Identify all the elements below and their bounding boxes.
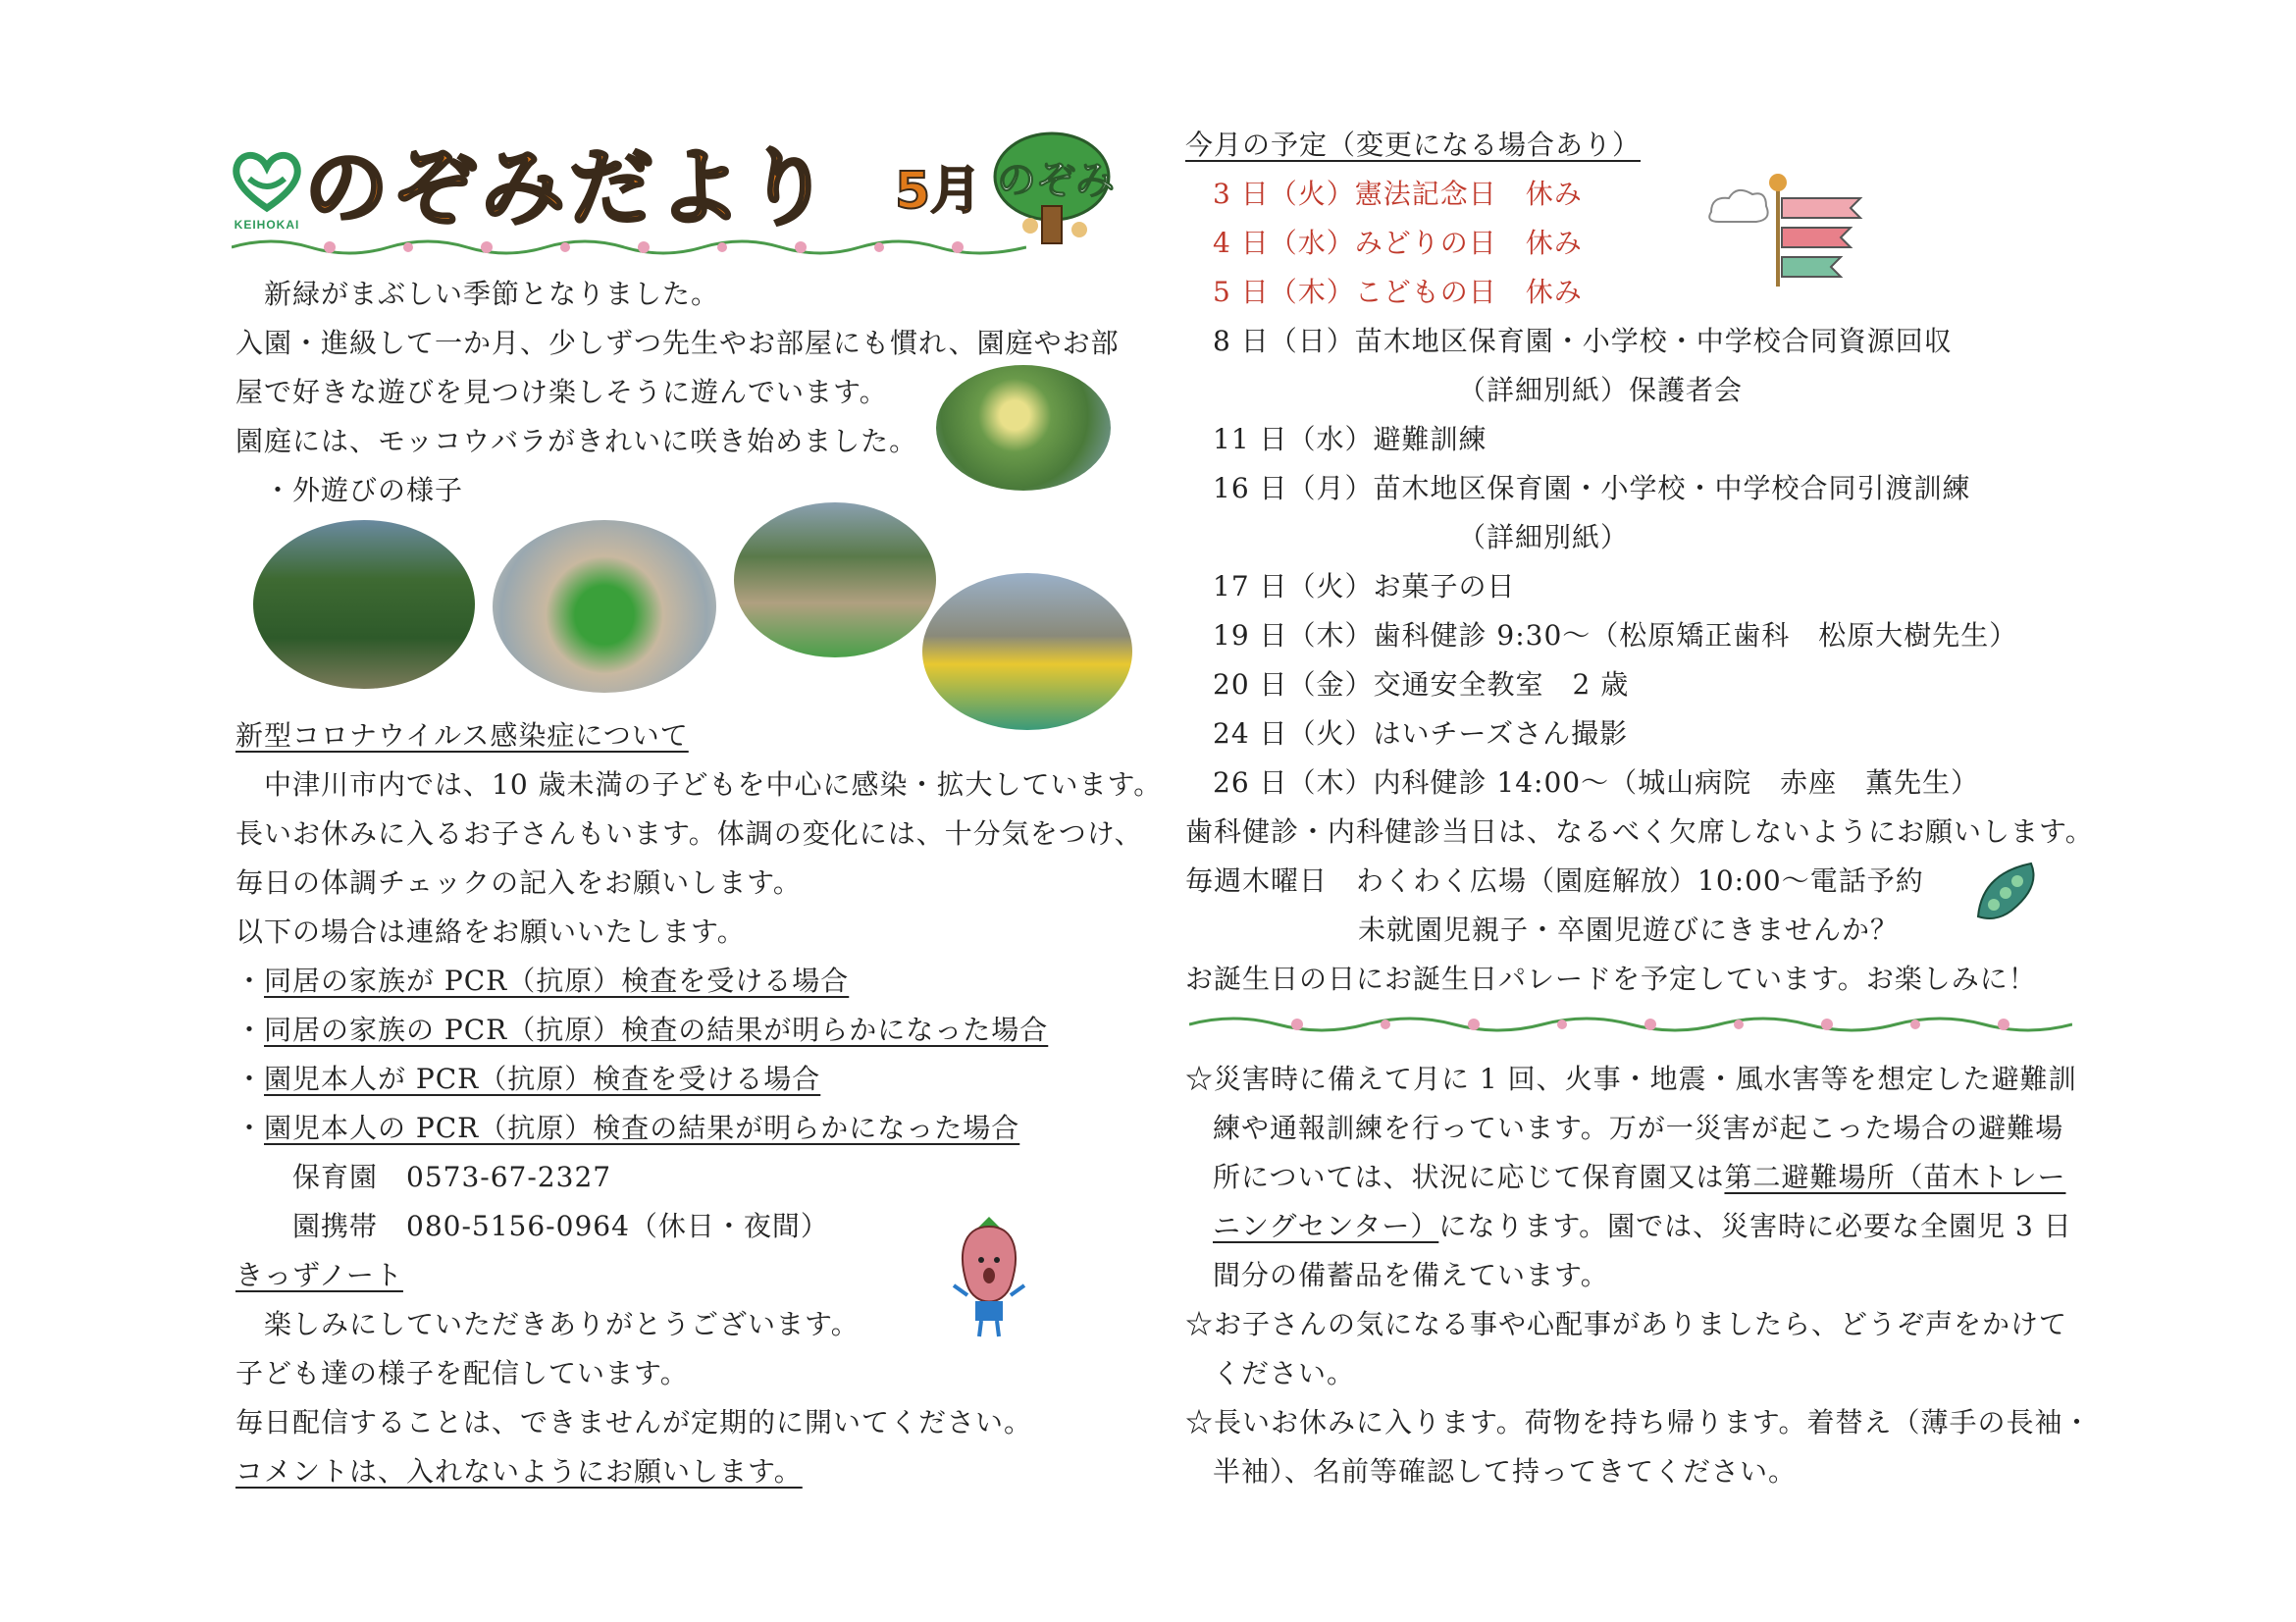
note-line: お誕生日の日にお誕生日パレードを予定しています。お楽しみに！ [1185, 963, 2037, 995]
event-line: 19 日（木）歯科健診 9:30〜（松原矯正歯科 松原大樹先生） [1213, 619, 2018, 652]
event-line: 16 日（月）苗木地区保育園・小学校・中学校合同引渡訓練 [1213, 472, 1971, 504]
star1-line [1213, 1207, 2072, 1246]
holiday-line: 5 日（木）こどもの日 休み [1213, 276, 1583, 308]
star1-text: 所については、状況に応じて保育園又は [1213, 1161, 1725, 1193]
intro-line-5: ・外遊びの様子 [235, 474, 464, 506]
case-text: 同居の家族の PCR（抗原）検査の結果が明らかになった場合 [264, 1014, 1049, 1046]
holiday-line: 3 日（火）憲法記念日 休み [1213, 178, 1583, 210]
koinobori-icon [1703, 173, 1880, 290]
star3-line: ☆長いお休みに入ります。荷物を持ち帰ります。着替え（薄手の長袖・ [1185, 1406, 2092, 1439]
tree-illustration [991, 130, 1119, 247]
strawberry-character-icon [948, 1217, 1030, 1338]
intro-line-3: 屋で好きな遊びを見つけ楽しそうに遊んでいます。 [235, 376, 888, 408]
intro-line-2: 入園・進級して一か月、少しずつ先生やお部屋にも慣れ、園庭やお部 [235, 327, 1120, 359]
vine-divider-right [1189, 1013, 2072, 1036]
second-evac-site: 第二避難場所（苗木トレー [1724, 1161, 2066, 1193]
note-line: 毎週木曜日 わくわく広場（園庭解放）10:00〜電話予約 [1185, 864, 1924, 897]
corona-line-4: 以下の場合は連絡をお願いいたします。 [235, 916, 746, 948]
peapod-illustration [1972, 858, 2047, 924]
event-line: 24 日（火）はいチーズさん撮影 [1213, 717, 1629, 750]
second-evac-site-cont: ニングセンター） [1213, 1210, 1439, 1242]
star1-line: 間分の備蓄品を備えています。 [1213, 1259, 1609, 1291]
keihokai-logo [228, 149, 306, 234]
vine-divider-top [232, 235, 1026, 259]
kids-line-2: 子ども達の様子を配信しています。 [235, 1357, 689, 1389]
corona-heading: 新型コロナウイルス感染症について [235, 719, 689, 752]
event-line: 8 日（日）苗木地区保育園・小学校・中学校合同資源回収 [1213, 325, 1953, 357]
event-line: 11 日（水）避難訓練 [1213, 423, 1487, 455]
contact-mobile: 園携帯 080-5156-0964（休日・夜間） [292, 1210, 829, 1242]
koinobori-illustration [1703, 173, 1880, 290]
case-text: 園児本人が PCR（抗原）検査を受ける場合 [264, 1063, 821, 1095]
photo-mokkoubara [936, 365, 1111, 491]
case-text: 園児本人の PCR（抗原）検査の結果が明らかになった場合 [264, 1112, 1020, 1144]
event-line: 20 日（金）交通安全教室 2 歳 [1213, 668, 1630, 701]
star1-line: ☆災害時に備えて月に 1 回、火事・地震・風水害等を想定した避難訓 [1185, 1063, 2077, 1095]
intro-line-4: 園庭には、モッコウバラがきれいに咲き始めました。 [235, 425, 918, 457]
event-line: 26 日（木）内科健診 14:00〜（城山病院 赤座 薫先生） [1213, 766, 1980, 799]
heart-logo-icon [228, 149, 306, 214]
star2-line: ください。 [1213, 1357, 1356, 1389]
photo-outdoor-2 [493, 520, 716, 693]
star2-line: ☆お子さんの気になる事や心配事がありましたら、どうぞ声をかけて [1185, 1308, 2068, 1340]
kids-line-3: 毎日配信することは、できませんが定期的に開いてください。 [235, 1406, 1033, 1439]
holiday-line: 4 日（水）みどりの日 休み [1213, 227, 1583, 259]
newsletter-title: のぞみだより [304, 139, 834, 237]
case-item: ・同居の家族が PCR（抗原）検査を受ける場合 [235, 965, 850, 997]
case-item: ・同居の家族の PCR（抗原）検査の結果が明らかになった場合 [235, 1014, 1049, 1046]
peapod-icon [1972, 858, 2047, 924]
strawberry-character [948, 1217, 1030, 1338]
case-item: ・園児本人が PCR（抗原）検査を受ける場合 [235, 1063, 821, 1095]
event-line: （詳細別紙） [1458, 521, 1630, 553]
corona-line-2: 長いお休みに入るお子さんもいます。体調の変化には、十分気をつけ、 [235, 817, 1143, 850]
photo-outdoor-3 [734, 502, 936, 657]
schedule-heading: 今月の予定（変更になる場合あり） [1185, 129, 1642, 161]
logo-text: KEIHOKAI [234, 218, 300, 232]
event-line: 17 日（火）お菓子の日 [1213, 570, 1516, 602]
kids-note-heading: きっずノート [235, 1259, 403, 1291]
case-item: ・園児本人の PCR（抗原）検査の結果が明らかになった場合 [235, 1112, 1020, 1144]
event-line: （詳細別紙）保護者会 [1458, 374, 1744, 406]
star1-text: になります。園では、災害時に必要な全園児 3 日 [1438, 1210, 2072, 1242]
photo-outdoor-1 [253, 520, 475, 689]
newsletter-month: 5月 [895, 162, 982, 221]
kids-line-1: 楽しみにしていただきありがとうございます。 [235, 1308, 860, 1340]
contact-nursery: 保育園 0573-67-2327 [292, 1161, 612, 1193]
corona-line-3: 毎日の体調チェックの記入をお願いします。 [235, 866, 802, 899]
case-text: 同居の家族が PCR（抗原）検査を受ける場合 [264, 965, 850, 997]
tree-label: のぞみ [997, 158, 1115, 203]
intro-line-1: 新緑がまぶしい季節となりました。 [235, 278, 720, 310]
note-line: 未就園児親子・卒園児遊びにきませんか？ [1358, 914, 1900, 946]
note-line: 歯科健診・内科健診当日は、なるべく欠席しないようにお願いします。 [1185, 815, 2094, 848]
star1-line [1213, 1158, 2065, 1197]
star3-line: 半袖）、名前等確認して持ってきてください。 [1213, 1455, 1798, 1488]
star1-line: 練や通報訓練を行っています。万が一災害が起こった場合の避難場 [1213, 1112, 2064, 1144]
kids-line-4: コメントは、入れないようにお願いします。 [235, 1455, 803, 1488]
photo-outdoor-4 [922, 573, 1132, 730]
corona-line-1: 中津川市内では、10 歳未満の子どもを中心に感染・拡大しています。 [235, 768, 1163, 801]
